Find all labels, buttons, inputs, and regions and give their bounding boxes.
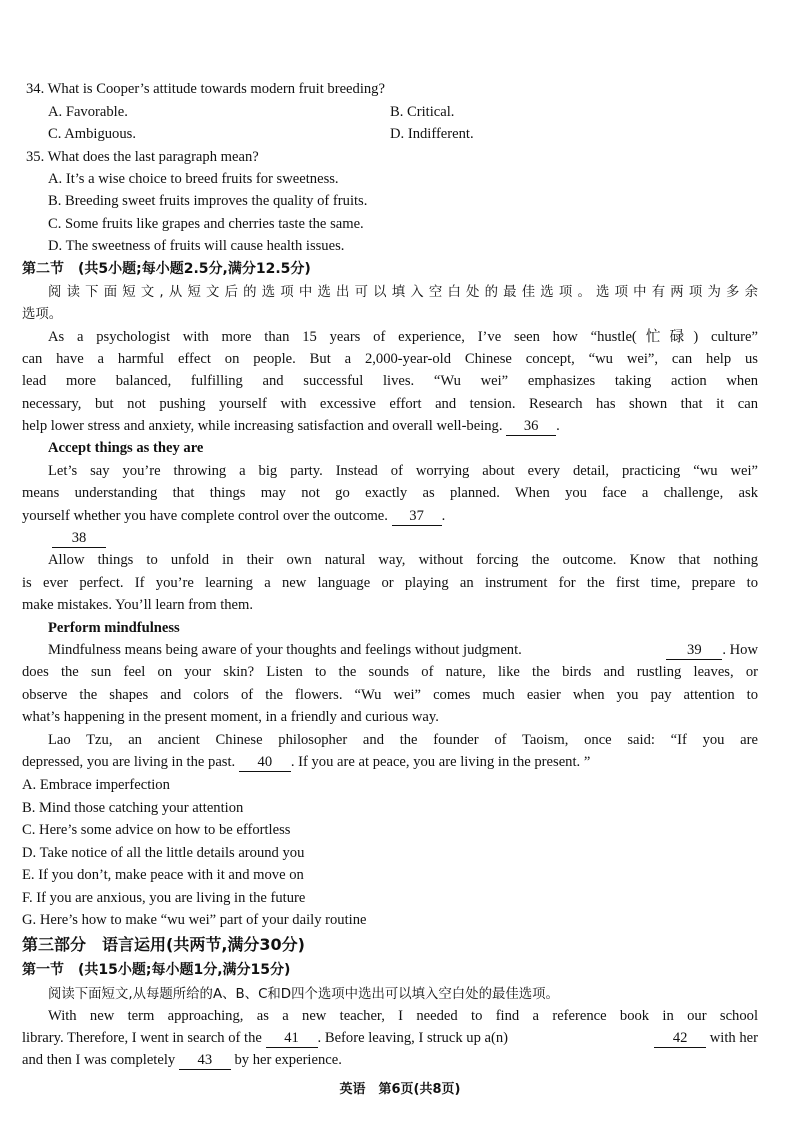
- blank-39-wrap: [666, 640, 758, 660]
- choice-g[interactable]: G. Here’s how to make “wu wei” part of your daily routine: [22, 912, 367, 928]
- subheading-perform-mindfulness: Perform mindfulness: [48, 620, 180, 636]
- cloze-line2-text-c: with her: [709, 1030, 758, 1046]
- period: .: [441, 508, 446, 524]
- section2-instructions-line1: 阅读下面短文,从短文后的选项中选出可以填入空白处的最佳选项。选项中有两项为多余: [48, 285, 758, 300]
- blank-38-line: [52, 528, 106, 548]
- passage-p3-line3: make mistakes. You’ll learn from them.: [22, 597, 254, 613]
- passage-p4-line2: does the sun feel on your skin? Listen to the sounds of nature, like the birds and rustling leaves, or: [22, 664, 758, 680]
- blank-36[interactable]: 36: [506, 418, 556, 436]
- blank-40[interactable]: 40: [239, 754, 291, 772]
- passage-p2-last-text: yourself whether you have complete control over the outcome.: [22, 508, 388, 524]
- blank-41[interactable]: 41: [266, 1030, 318, 1048]
- passage-p1-line2: can have a harmful effect on people. But a 2,000-year-old Chinese concept, “wu wei”, can help us: [22, 351, 758, 367]
- passage-p1-line4: necessary, but not pushing yourself with excessive effort and tension. Research has shown that it can: [22, 396, 758, 412]
- q34-option-b: B. Critical.: [390, 104, 455, 120]
- choice-d[interactable]: D. Take notice of all the little details around you: [22, 845, 305, 861]
- page-footer: 英语 第6页(共8页): [339, 1082, 461, 1097]
- passage-p4-line1: [48, 640, 758, 660]
- q34-stem: 34. What is Cooper’s attitude towards modern fruit breeding?: [26, 81, 385, 97]
- cloze-line3-text-b: by her experience.: [234, 1052, 342, 1068]
- choice-b[interactable]: B. Mind those catching your attention: [22, 800, 244, 816]
- q35-option-c: C. Some fruits like grapes and cherries taste the same.: [48, 216, 364, 232]
- passage-p4-line3: observe the shapes and colors of the flowers. “Wu wei” comes much easier when you pay attention to: [22, 687, 758, 703]
- q34-option-c: C. Ambiguous.: [48, 126, 136, 142]
- cloze-line2: [22, 1028, 758, 1048]
- choice-f[interactable]: F. If you are anxious, you are living in the future: [22, 890, 306, 906]
- period: .: [556, 418, 560, 434]
- blank-38[interactable]: 38: [52, 530, 106, 548]
- cloze-line3-text-a: and then I was completely: [22, 1052, 176, 1068]
- passage-p2-line2: means understanding that things may not go exactly as planned. When you face a challenge, ask: [22, 485, 758, 501]
- passage-p5-after-blank: . If you are at peace, you are living in the present. ”: [290, 754, 591, 770]
- q35-option-a: A. It’s a wise choice to breed fruits for sweetness.: [48, 171, 339, 187]
- passage-p5-line1: Lao Tzu, an ancient Chinese philosopher and the founder of Taoism, once said: “If you are: [48, 732, 758, 748]
- q34-option-a: A. Favorable.: [48, 104, 128, 120]
- q35-stem: 35. What does the last paragraph mean?: [26, 149, 259, 165]
- q34-option-d: D. Indifferent.: [390, 126, 474, 142]
- cloze-line2-part2: [654, 1028, 758, 1048]
- blank-39[interactable]: 39: [666, 642, 722, 660]
- cloze-line2-text-b: . Before leaving, I struck up a(n): [317, 1030, 509, 1046]
- passage-p4-start: Mindfulness means being aware of your thoughts and feelings without judgment.: [48, 642, 522, 658]
- passage-p4-after-blank: . How: [722, 642, 758, 658]
- cloze-line3: [22, 1050, 342, 1070]
- passage-p4-line4: what’s happening in the present moment, in a friendly and curious way.: [22, 709, 439, 725]
- q35-option-d: D. The sweetness of fruits will cause health issues.: [48, 238, 345, 254]
- passage-p1-line1: As a psychologist with more than 15 years of experience, I’ve seen how “hustle(忙碌) culture”: [48, 329, 758, 345]
- cloze-line2-part1: [22, 1028, 508, 1048]
- section2-heading: 第二节 (共5小题;每小题2.5分,满分12.5分): [22, 261, 311, 277]
- choice-e[interactable]: E. If you don’t, make peace with it and move on: [22, 867, 304, 883]
- passage-p1-line5: [22, 416, 560, 436]
- cloze-line2-text-a: library. Therefore, I went in search of the: [22, 1030, 262, 1046]
- cloze-line1: With new term approaching, as a new teacher, I needed to find a reference book in our school: [48, 1008, 758, 1024]
- part3-heading: 第三部分 语言运用(共两节,满分30分): [22, 935, 305, 954]
- choice-a[interactable]: A. Embrace imperfection: [22, 777, 170, 793]
- passage-p5-line2: [22, 752, 590, 772]
- passage-p1-line3: lead more balanced, fulfilling and successful lives. “Wu wei” emphasizes taking action when: [22, 373, 758, 389]
- passage-p3-line2: is ever perfect. If you’re learning a new language or playing an instrument for the first time, prepare to: [22, 575, 758, 591]
- passage-p2-line1: Let’s say you’re throwing a big party. Instead of worrying about every detail, practicing “wu wei”: [48, 463, 758, 479]
- section2-instructions-line2: 选项。: [22, 307, 63, 322]
- passage-p2-line3: [22, 506, 445, 526]
- section1-instructions: 阅读下面短文,从每题所给的A、B、C和D四个选项中选出可以填入空白处的最佳选项。: [48, 987, 559, 1002]
- passage-p1-last-text: help lower stress and anxiety, while increasing satisfaction and overall well-being.: [22, 418, 503, 434]
- passage-p5-before-blank: depressed, you are living in the past.: [22, 754, 236, 770]
- blank-42[interactable]: 42: [654, 1030, 706, 1048]
- blank-43[interactable]: 43: [179, 1052, 231, 1070]
- q35-option-b: B. Breeding sweet fruits improves the quality of fruits.: [48, 193, 368, 209]
- blank-37[interactable]: 37: [392, 508, 442, 526]
- passage-p3-line1: Allow things to unfold in their own natural way, without forcing the outcome. Know that nothing: [48, 552, 758, 568]
- subheading-accept-things: Accept things as they are: [48, 440, 204, 456]
- section1-heading: 第一节 (共15小题;每小题1分,满分15分): [22, 962, 291, 978]
- choice-c[interactable]: C. Here’s some advice on how to be effortless: [22, 822, 291, 838]
